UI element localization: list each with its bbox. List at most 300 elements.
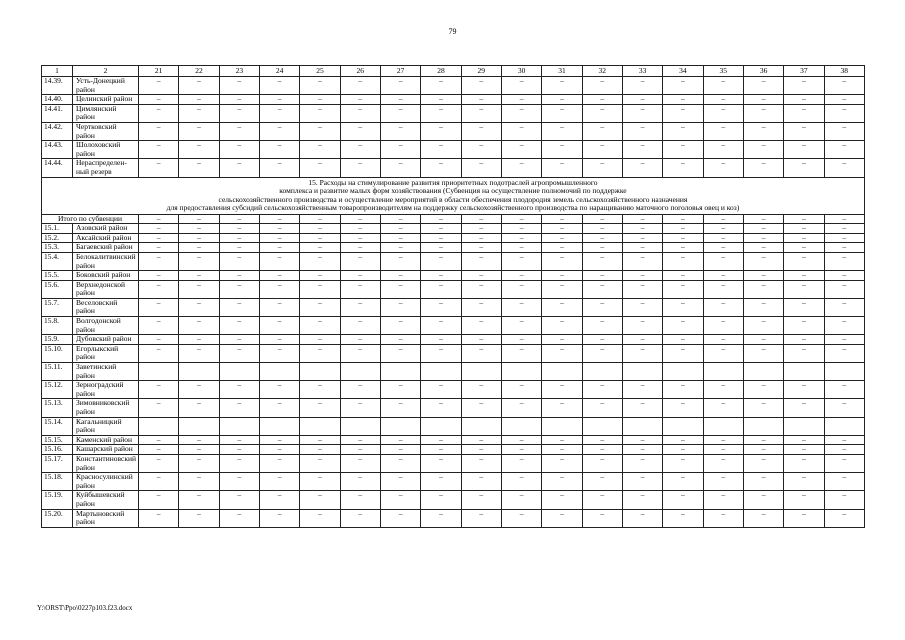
value-cell: – bbox=[380, 435, 420, 445]
value-cell: – bbox=[300, 104, 340, 122]
value-cell: – bbox=[542, 141, 582, 159]
value-cell: – bbox=[703, 214, 743, 224]
value-cell: – bbox=[663, 214, 703, 224]
row-number: 15.16. bbox=[42, 445, 73, 455]
value-cell: – bbox=[461, 243, 501, 253]
value-cell: – bbox=[219, 473, 259, 491]
value-cell: – bbox=[622, 252, 662, 270]
value-cell: – bbox=[461, 381, 501, 399]
value-cell: – bbox=[622, 271, 662, 281]
value-cell: – bbox=[582, 280, 622, 298]
value-cell: – bbox=[179, 95, 219, 105]
value-cell: – bbox=[622, 509, 662, 527]
value-cell: – bbox=[139, 317, 179, 335]
value-cell: – bbox=[461, 104, 501, 122]
value-cell: – bbox=[380, 214, 420, 224]
value-cell: – bbox=[784, 271, 824, 281]
value-cell: – bbox=[380, 95, 420, 105]
value-cell: – bbox=[300, 214, 340, 224]
value-cell: – bbox=[542, 214, 582, 224]
value-cell: – bbox=[784, 141, 824, 159]
value-cell: – bbox=[259, 399, 299, 417]
district-name: Верхнедонской район bbox=[73, 280, 139, 298]
value-cell: – bbox=[300, 335, 340, 345]
value-cell: – bbox=[179, 271, 219, 281]
value-cell: – bbox=[259, 122, 299, 140]
value-cell bbox=[784, 417, 824, 435]
value-cell: – bbox=[300, 317, 340, 335]
value-cell: – bbox=[622, 233, 662, 243]
value-cell: – bbox=[703, 344, 743, 362]
value-cell: – bbox=[743, 104, 783, 122]
district-name: Усть-Донецкий район bbox=[73, 77, 139, 95]
row-number: 14.41. bbox=[42, 104, 73, 122]
table-row bbox=[42, 159, 865, 177]
value-cell: – bbox=[461, 445, 501, 455]
value-cell: – bbox=[501, 252, 541, 270]
column-header: 23 bbox=[219, 66, 259, 77]
value-cell bbox=[542, 363, 582, 381]
value-cell: – bbox=[824, 159, 864, 177]
value-cell: – bbox=[501, 233, 541, 243]
value-cell: – bbox=[542, 159, 582, 177]
value-cell: – bbox=[663, 252, 703, 270]
value-cell: – bbox=[340, 509, 380, 527]
value-cell: – bbox=[340, 141, 380, 159]
value-cell: – bbox=[179, 435, 219, 445]
value-cell: – bbox=[300, 141, 340, 159]
table-row bbox=[42, 271, 865, 281]
column-header: 30 bbox=[501, 66, 541, 77]
value-cell: – bbox=[259, 271, 299, 281]
section-title-line: для предоставления субсидий сельскохозяйственным товаропроизводителям на поддержку сельскохозяйственного производства по наращиванию маточного поголовья овец и коз) bbox=[166, 203, 740, 213]
value-cell: – bbox=[421, 122, 461, 140]
value-cell: – bbox=[622, 280, 662, 298]
value-cell bbox=[421, 417, 461, 435]
value-cell: – bbox=[219, 214, 259, 224]
value-cell: – bbox=[582, 122, 622, 140]
value-cell: – bbox=[461, 473, 501, 491]
value-cell: – bbox=[824, 454, 864, 472]
value-cell: – bbox=[139, 95, 179, 105]
value-cell bbox=[300, 363, 340, 381]
value-cell: – bbox=[259, 224, 299, 234]
value-cell: – bbox=[139, 252, 179, 270]
value-cell: – bbox=[703, 454, 743, 472]
row-number: 15.8. bbox=[42, 317, 73, 335]
table-row bbox=[42, 491, 865, 509]
value-cell: – bbox=[582, 491, 622, 509]
value-cell: – bbox=[300, 454, 340, 472]
value-cell: – bbox=[421, 214, 461, 224]
value-cell: – bbox=[380, 77, 420, 95]
value-cell: – bbox=[421, 95, 461, 105]
table-row bbox=[42, 77, 865, 95]
column-header: 28 bbox=[421, 66, 461, 77]
value-cell: – bbox=[139, 243, 179, 253]
value-cell: – bbox=[622, 317, 662, 335]
row-number: 15.15. bbox=[42, 435, 73, 445]
value-cell: – bbox=[179, 399, 219, 417]
district-name: Красносулинский район bbox=[73, 473, 139, 491]
value-cell: – bbox=[501, 280, 541, 298]
table-row bbox=[42, 95, 865, 105]
column-header: 33 bbox=[622, 66, 662, 77]
district-name: Шолоховский район bbox=[73, 141, 139, 159]
value-cell: – bbox=[542, 399, 582, 417]
value-cell bbox=[340, 363, 380, 381]
row-number: 15.17. bbox=[42, 454, 73, 472]
value-cell: – bbox=[461, 214, 501, 224]
value-cell: – bbox=[421, 141, 461, 159]
value-cell: – bbox=[743, 141, 783, 159]
table-row bbox=[42, 335, 865, 345]
column-header: 34 bbox=[663, 66, 703, 77]
value-cell: – bbox=[501, 77, 541, 95]
value-cell: – bbox=[824, 104, 864, 122]
column-header: 35 bbox=[703, 66, 743, 77]
value-cell: – bbox=[743, 214, 783, 224]
value-cell: – bbox=[300, 491, 340, 509]
value-cell: – bbox=[703, 317, 743, 335]
district-name: Боковский район bbox=[73, 271, 139, 281]
value-cell: – bbox=[300, 233, 340, 243]
value-cell bbox=[259, 417, 299, 435]
value-cell: – bbox=[663, 445, 703, 455]
value-cell: – bbox=[501, 399, 541, 417]
value-cell: – bbox=[743, 243, 783, 253]
column-header: 1 bbox=[42, 66, 73, 77]
value-cell: – bbox=[380, 509, 420, 527]
value-cell: – bbox=[300, 122, 340, 140]
value-cell: – bbox=[300, 280, 340, 298]
value-cell: – bbox=[139, 509, 179, 527]
value-cell: – bbox=[743, 344, 783, 362]
column-header: 22 bbox=[179, 66, 219, 77]
row-number: 15.7. bbox=[42, 298, 73, 316]
value-cell: – bbox=[824, 344, 864, 362]
page-number: 79 bbox=[448, 27, 457, 36]
value-cell: – bbox=[582, 233, 622, 243]
value-cell: – bbox=[219, 243, 259, 253]
value-cell: – bbox=[582, 381, 622, 399]
value-cell: – bbox=[663, 77, 703, 95]
value-cell bbox=[219, 363, 259, 381]
value-cell bbox=[622, 363, 662, 381]
row-number: 15.20. bbox=[42, 509, 73, 527]
value-cell: – bbox=[219, 271, 259, 281]
value-cell bbox=[421, 363, 461, 381]
value-cell: – bbox=[219, 104, 259, 122]
value-cell: – bbox=[824, 473, 864, 491]
value-cell bbox=[622, 417, 662, 435]
table-row bbox=[42, 381, 865, 399]
district-name: Мартыновский район bbox=[73, 509, 139, 527]
value-cell: – bbox=[703, 491, 743, 509]
value-cell: – bbox=[421, 271, 461, 281]
district-name: Волгодонской район bbox=[73, 317, 139, 335]
value-cell: – bbox=[784, 95, 824, 105]
value-cell: – bbox=[582, 95, 622, 105]
value-cell: – bbox=[501, 104, 541, 122]
value-cell bbox=[582, 363, 622, 381]
value-cell: – bbox=[501, 214, 541, 224]
value-cell: – bbox=[743, 445, 783, 455]
value-cell: – bbox=[340, 224, 380, 234]
value-cell: – bbox=[380, 491, 420, 509]
value-cell: – bbox=[703, 233, 743, 243]
value-cell: – bbox=[421, 491, 461, 509]
table-row bbox=[42, 141, 865, 159]
value-cell bbox=[784, 363, 824, 381]
value-cell: – bbox=[501, 141, 541, 159]
value-cell: – bbox=[824, 280, 864, 298]
row-number: 15.9. bbox=[42, 335, 73, 345]
value-cell: – bbox=[743, 280, 783, 298]
row-number: 15.19. bbox=[42, 491, 73, 509]
value-cell: – bbox=[259, 381, 299, 399]
value-cell: – bbox=[461, 141, 501, 159]
table-row bbox=[42, 417, 865, 435]
value-cell: – bbox=[219, 224, 259, 234]
value-cell: – bbox=[784, 122, 824, 140]
value-cell: – bbox=[663, 344, 703, 362]
value-cell: – bbox=[501, 243, 541, 253]
value-cell: – bbox=[259, 509, 299, 527]
value-cell: – bbox=[219, 399, 259, 417]
column-header: 31 bbox=[542, 66, 582, 77]
value-cell: – bbox=[219, 445, 259, 455]
table-row bbox=[42, 445, 865, 455]
value-cell: – bbox=[259, 280, 299, 298]
value-cell: – bbox=[300, 224, 340, 234]
value-cell: – bbox=[300, 381, 340, 399]
value-cell: – bbox=[784, 473, 824, 491]
value-cell: – bbox=[622, 298, 662, 316]
value-cell: – bbox=[139, 445, 179, 455]
section-title-line: 15. Расходы на стимулирование развития приоритетных подотраслей агропромышленного bbox=[308, 177, 598, 187]
value-cell: – bbox=[824, 509, 864, 527]
value-cell: – bbox=[743, 298, 783, 316]
value-cell: – bbox=[582, 141, 622, 159]
value-cell: – bbox=[380, 298, 420, 316]
value-cell: – bbox=[340, 104, 380, 122]
value-cell: – bbox=[743, 271, 783, 281]
value-cell: – bbox=[259, 454, 299, 472]
value-cell: – bbox=[219, 298, 259, 316]
file-path-footer: Y:\ORST\Ppo\0227p103.f23.docx bbox=[37, 604, 133, 612]
value-cell: – bbox=[501, 454, 541, 472]
value-cell bbox=[461, 417, 501, 435]
table-row bbox=[42, 454, 865, 472]
value-cell: – bbox=[501, 473, 541, 491]
value-cell: – bbox=[582, 399, 622, 417]
value-cell: – bbox=[703, 141, 743, 159]
value-cell: – bbox=[179, 159, 219, 177]
value-cell: – bbox=[179, 141, 219, 159]
value-cell: – bbox=[219, 122, 259, 140]
value-cell: – bbox=[582, 243, 622, 253]
district-name: Азовский район bbox=[73, 224, 139, 234]
value-cell: – bbox=[340, 214, 380, 224]
value-cell: – bbox=[663, 399, 703, 417]
value-cell: – bbox=[139, 214, 179, 224]
value-cell: – bbox=[663, 381, 703, 399]
value-cell: – bbox=[582, 344, 622, 362]
value-cell: – bbox=[743, 381, 783, 399]
value-cell: – bbox=[461, 435, 501, 445]
district-name: Нераспределен-ный резерв bbox=[73, 159, 139, 177]
value-cell: – bbox=[703, 95, 743, 105]
value-cell: – bbox=[622, 344, 662, 362]
table-row bbox=[42, 104, 865, 122]
value-cell: – bbox=[461, 298, 501, 316]
value-cell bbox=[703, 363, 743, 381]
value-cell: – bbox=[300, 399, 340, 417]
district-name: Куйбышевский район bbox=[73, 491, 139, 509]
value-cell: – bbox=[824, 122, 864, 140]
value-cell: – bbox=[824, 233, 864, 243]
value-cell: – bbox=[300, 473, 340, 491]
value-cell: – bbox=[259, 77, 299, 95]
table-row bbox=[42, 252, 865, 270]
value-cell: – bbox=[784, 317, 824, 335]
value-cell: – bbox=[380, 252, 420, 270]
value-cell: – bbox=[461, 491, 501, 509]
value-cell: – bbox=[139, 77, 179, 95]
value-cell: – bbox=[663, 454, 703, 472]
value-cell: – bbox=[461, 122, 501, 140]
value-cell: – bbox=[179, 224, 219, 234]
value-cell: – bbox=[259, 491, 299, 509]
value-cell: – bbox=[300, 95, 340, 105]
district-name: Багаевский район bbox=[73, 243, 139, 253]
value-cell: – bbox=[380, 473, 420, 491]
value-cell bbox=[663, 363, 703, 381]
value-cell: – bbox=[824, 491, 864, 509]
district-name: Кашарский район bbox=[73, 445, 139, 455]
district-name: Зимовниковский район bbox=[73, 399, 139, 417]
value-cell: – bbox=[219, 435, 259, 445]
value-cell: – bbox=[663, 141, 703, 159]
value-cell: – bbox=[743, 509, 783, 527]
value-cell: – bbox=[542, 243, 582, 253]
value-cell: – bbox=[824, 298, 864, 316]
column-header: 21 bbox=[139, 66, 179, 77]
value-cell: – bbox=[703, 159, 743, 177]
value-cell: – bbox=[501, 435, 541, 445]
section-title-line: сельскохозяйственного производства и осуществление мероприятий в области обеспечения плодородия земель сельскохозяйственного назначения bbox=[218, 194, 688, 204]
value-cell: – bbox=[582, 298, 622, 316]
value-cell: – bbox=[784, 280, 824, 298]
value-cell: – bbox=[340, 435, 380, 445]
value-cell: – bbox=[259, 214, 299, 224]
column-header: 27 bbox=[380, 66, 420, 77]
row-number: 15.2. bbox=[42, 233, 73, 243]
value-cell: – bbox=[784, 224, 824, 234]
value-cell: – bbox=[340, 95, 380, 105]
value-cell: – bbox=[461, 280, 501, 298]
value-cell: – bbox=[542, 298, 582, 316]
value-cell: – bbox=[542, 491, 582, 509]
district-name: Константиновский район bbox=[73, 454, 139, 472]
value-cell: – bbox=[461, 399, 501, 417]
value-cell: – bbox=[703, 271, 743, 281]
value-cell: – bbox=[703, 224, 743, 234]
header-row bbox=[42, 66, 865, 77]
value-cell: – bbox=[501, 224, 541, 234]
value-cell: – bbox=[179, 104, 219, 122]
value-cell: – bbox=[380, 381, 420, 399]
value-cell: – bbox=[139, 473, 179, 491]
value-cell: – bbox=[784, 491, 824, 509]
value-cell bbox=[179, 363, 219, 381]
value-cell: – bbox=[542, 381, 582, 399]
value-cell: – bbox=[542, 317, 582, 335]
value-cell: – bbox=[219, 335, 259, 345]
row-number: 15.18. bbox=[42, 473, 73, 491]
value-cell: – bbox=[219, 491, 259, 509]
value-cell: – bbox=[703, 399, 743, 417]
value-cell: – bbox=[139, 399, 179, 417]
value-cell: – bbox=[542, 271, 582, 281]
value-cell: – bbox=[622, 95, 662, 105]
district-name: Заветинский район bbox=[73, 363, 139, 381]
value-cell: – bbox=[743, 224, 783, 234]
value-cell: – bbox=[340, 252, 380, 270]
value-cell: – bbox=[219, 280, 259, 298]
value-cell: – bbox=[179, 122, 219, 140]
value-cell: – bbox=[582, 214, 622, 224]
value-cell: – bbox=[743, 317, 783, 335]
value-cell: – bbox=[582, 445, 622, 455]
value-cell: – bbox=[461, 159, 501, 177]
value-cell: – bbox=[380, 280, 420, 298]
value-cell: – bbox=[421, 473, 461, 491]
value-cell: – bbox=[300, 344, 340, 362]
column-header: 25 bbox=[300, 66, 340, 77]
value-cell: – bbox=[300, 243, 340, 253]
value-cell: – bbox=[542, 104, 582, 122]
table-row bbox=[42, 122, 865, 140]
row-number: 15.14. bbox=[42, 417, 73, 435]
row-number: 15.6. bbox=[42, 280, 73, 298]
value-cell: – bbox=[501, 159, 541, 177]
value-cell: – bbox=[622, 159, 662, 177]
value-cell: – bbox=[259, 252, 299, 270]
value-cell: – bbox=[663, 280, 703, 298]
value-cell: – bbox=[461, 252, 501, 270]
value-cell: – bbox=[421, 509, 461, 527]
value-cell: – bbox=[340, 298, 380, 316]
value-cell: – bbox=[461, 317, 501, 335]
value-cell: – bbox=[501, 122, 541, 140]
value-cell: – bbox=[743, 77, 783, 95]
value-cell: – bbox=[421, 454, 461, 472]
value-cell: – bbox=[461, 233, 501, 243]
value-cell: – bbox=[542, 77, 582, 95]
value-cell: – bbox=[259, 141, 299, 159]
value-cell: – bbox=[824, 381, 864, 399]
row-number: 14.40. bbox=[42, 95, 73, 105]
value-cell bbox=[582, 417, 622, 435]
value-cell: – bbox=[340, 243, 380, 253]
budget-table bbox=[41, 65, 865, 528]
value-cell: – bbox=[542, 233, 582, 243]
value-cell: – bbox=[501, 335, 541, 345]
value-cell: – bbox=[421, 224, 461, 234]
value-cell: – bbox=[179, 233, 219, 243]
